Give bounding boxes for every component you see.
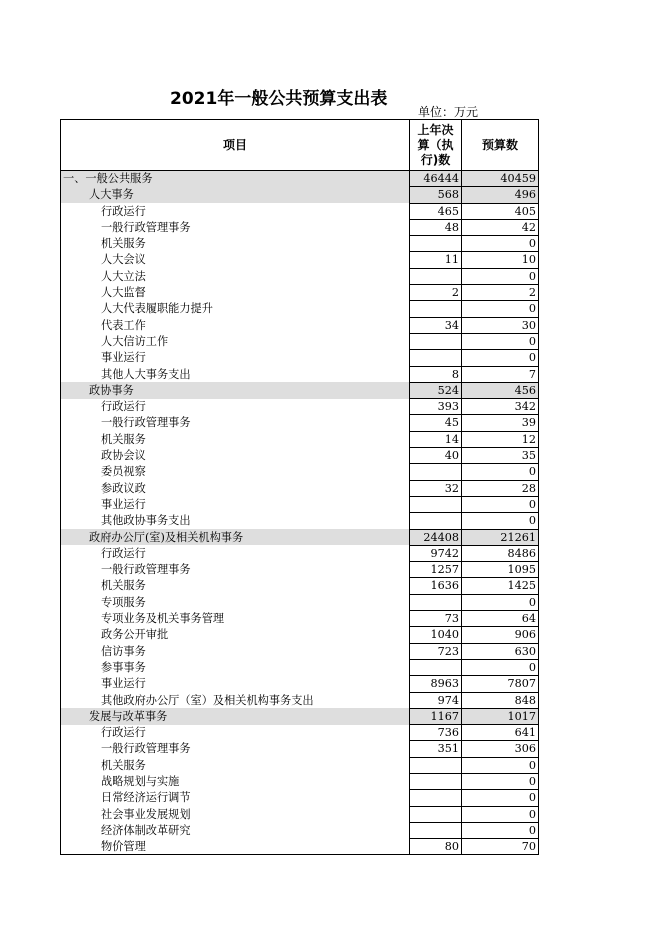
row-prev-value: 351 [410,741,462,757]
row-prev-value: 1257 [410,562,462,578]
row-budget-value: 630 [462,643,539,659]
row-prev-value: 40 [410,448,462,464]
row-item-name: 社会事业发展规划 [61,806,410,822]
table-row [61,708,539,724]
table-row [61,252,539,268]
row-item-name: 一般行政管理事务 [61,219,410,235]
row-budget-value: 306 [462,741,539,757]
table-row [61,464,539,480]
table-row [61,676,539,692]
table-row [61,725,539,741]
row-budget-value: 906 [462,627,539,643]
table-row [61,496,539,512]
table-row [61,448,539,464]
row-budget-value: 0 [462,350,539,366]
table-row [61,741,539,757]
table-row [61,203,539,219]
row-item-name: 参事事务 [61,659,410,675]
table-row [61,659,539,675]
row-budget-value: 40459 [462,171,539,187]
table-row [61,301,539,317]
row-prev-value: 723 [410,643,462,659]
row-item-name: 机关服务 [61,236,410,252]
table-row [61,545,539,561]
row-item-name: 行政运行 [61,545,410,561]
row-budget-value: 35 [462,448,539,464]
row-item-name: 行政运行 [61,203,410,219]
row-item-name: 人大立法 [61,268,410,284]
row-prev-value: 736 [410,725,462,741]
row-prev-value: 2 [410,285,462,301]
table-row [61,806,539,822]
row-prev-value: 48 [410,219,462,235]
row-prev-value: 1636 [410,578,462,594]
table-row [61,171,539,187]
row-budget-value: 2 [462,285,539,301]
row-prev-value: 11 [410,252,462,268]
row-prev-value [410,496,462,512]
row-item-name: 事业运行 [61,350,410,366]
row-budget-value: 10 [462,252,539,268]
row-item-name: 行政运行 [61,725,410,741]
row-budget-value: 0 [462,496,539,512]
row-budget-value: 1017 [462,708,539,724]
row-item-name: 机关服务 [61,431,410,447]
row-budget-value: 42 [462,219,539,235]
row-prev-value: 46444 [410,171,462,187]
row-prev-value: 73 [410,611,462,627]
row-item-name: 一般行政管理事务 [61,562,410,578]
row-item-name: 政协会议 [61,448,410,464]
table-row [61,529,539,545]
row-item-name: 物价管理 [61,839,410,855]
row-budget-value: 30 [462,317,539,333]
row-item-name: 一般行政管理事务 [61,415,410,431]
unit-label: 单位：万元 [418,105,479,119]
table-row [61,627,539,643]
row-item-name: 人大监督 [61,285,410,301]
row-prev-value [410,659,462,675]
row-prev-value: 80 [410,839,462,855]
table-row [61,431,539,447]
row-prev-value [410,333,462,349]
table-row [61,236,539,252]
table-row [61,333,539,349]
row-budget-value: 12 [462,431,539,447]
row-prev-value: 14 [410,431,462,447]
row-prev-value: 1167 [410,708,462,724]
row-prev-value [410,350,462,366]
table-row [61,415,539,431]
row-item-name: 专项业务及机关事务管理 [61,611,410,627]
row-prev-value [410,464,462,480]
row-prev-value [410,773,462,789]
row-budget-value: 641 [462,725,539,741]
table-row [61,219,539,235]
row-prev-value [410,594,462,610]
row-budget-value: 848 [462,692,539,708]
row-prev-value: 8963 [410,676,462,692]
table-row [61,268,539,284]
row-item-name: 人大信访工作 [61,333,410,349]
row-prev-value [410,513,462,529]
row-prev-value: 974 [410,692,462,708]
row-prev-value: 8 [410,366,462,382]
table-row [61,790,539,806]
row-item-name: 其他人大事务支出 [61,366,410,382]
row-budget-value: 28 [462,480,539,496]
row-prev-value: 32 [410,480,462,496]
row-item-name: 行政运行 [61,399,410,415]
row-budget-value: 342 [462,399,539,415]
row-budget-value: 0 [462,513,539,529]
table-row [61,822,539,838]
table-row [61,643,539,659]
row-prev-value: 24408 [410,529,462,545]
row-prev-value: 45 [410,415,462,431]
row-budget-value: 8486 [462,545,539,561]
row-item-name: 一、一般公共服务 [61,171,410,187]
row-budget-value: 496 [462,187,539,203]
row-item-name: 人大代表履职能力提升 [61,301,410,317]
row-budget-value: 0 [462,790,539,806]
row-item-name: 参政议政 [61,480,410,496]
table-row [61,594,539,610]
row-prev-value [410,806,462,822]
row-budget-value: 7 [462,366,539,382]
row-budget-value: 21261 [462,529,539,545]
table-row [61,480,539,496]
table-row [61,187,539,203]
row-budget-value: 0 [462,464,539,480]
row-item-name: 委员视察 [61,464,410,480]
row-item-name: 其他政府办公厅（室）及相关机构事务支出 [61,692,410,708]
row-budget-value: 70 [462,839,539,855]
row-prev-value: 9742 [410,545,462,561]
budget-table [60,119,539,855]
row-item-name: 人大事务 [61,187,410,203]
row-item-name: 机关服务 [61,578,410,594]
table-row [61,611,539,627]
row-budget-value: 64 [462,611,539,627]
row-prev-value [410,301,462,317]
table-row [61,513,539,529]
row-item-name: 发展与改革事务 [61,708,410,724]
row-budget-value: 0 [462,822,539,838]
row-prev-value: 465 [410,203,462,219]
row-item-name: 经济体制改革研究 [61,822,410,838]
row-item-name: 政府办公厅(室)及相关机构事务 [61,529,410,545]
header-budget: 预算数 [462,120,539,171]
row-budget-value: 0 [462,757,539,773]
table-row [61,692,539,708]
table-row [61,399,539,415]
row-prev-value: 393 [410,399,462,415]
row-budget-value: 7807 [462,676,539,692]
row-budget-value: 0 [462,333,539,349]
page-title: 2021年一般公共预算支出表 [170,89,388,109]
row-budget-value: 1425 [462,578,539,594]
table-row [61,839,539,855]
table-row [61,562,539,578]
row-prev-value [410,236,462,252]
table-row [61,317,539,333]
row-item-name: 一般行政管理事务 [61,741,410,757]
row-item-name: 政务公开审批 [61,627,410,643]
row-item-name: 事业运行 [61,676,410,692]
table-row [61,773,539,789]
row-prev-value: 1040 [410,627,462,643]
row-prev-value: 524 [410,382,462,398]
table-row [61,285,539,301]
header-prev: 上年决算（执行)数 [410,120,462,171]
header-item: 项目 [61,120,410,171]
row-item-name: 机关服务 [61,757,410,773]
row-prev-value [410,790,462,806]
row-item-name: 代表工作 [61,317,410,333]
row-item-name: 政协事务 [61,382,410,398]
row-budget-value: 39 [462,415,539,431]
row-budget-value: 0 [462,594,539,610]
row-budget-value: 1095 [462,562,539,578]
row-item-name: 事业运行 [61,496,410,512]
row-prev-value [410,757,462,773]
table-row [61,757,539,773]
row-item-name: 其他政协事务支出 [61,513,410,529]
table-row [61,382,539,398]
row-budget-value: 0 [462,268,539,284]
row-prev-value: 568 [410,187,462,203]
row-budget-value: 0 [462,236,539,252]
row-budget-value: 456 [462,382,539,398]
row-item-name: 日常经济运行调节 [61,790,410,806]
row-prev-value: 34 [410,317,462,333]
row-budget-value: 0 [462,659,539,675]
row-budget-value: 0 [462,773,539,789]
table-header-row [61,120,539,171]
row-item-name: 专项服务 [61,594,410,610]
row-item-name: 人大会议 [61,252,410,268]
row-budget-value: 0 [462,301,539,317]
row-prev-value [410,822,462,838]
row-prev-value [410,268,462,284]
row-budget-value: 0 [462,806,539,822]
table-row [61,366,539,382]
table-row [61,578,539,594]
row-budget-value: 405 [462,203,539,219]
row-item-name: 信访事务 [61,643,410,659]
table-row [61,350,539,366]
row-item-name: 战略规划与实施 [61,773,410,789]
